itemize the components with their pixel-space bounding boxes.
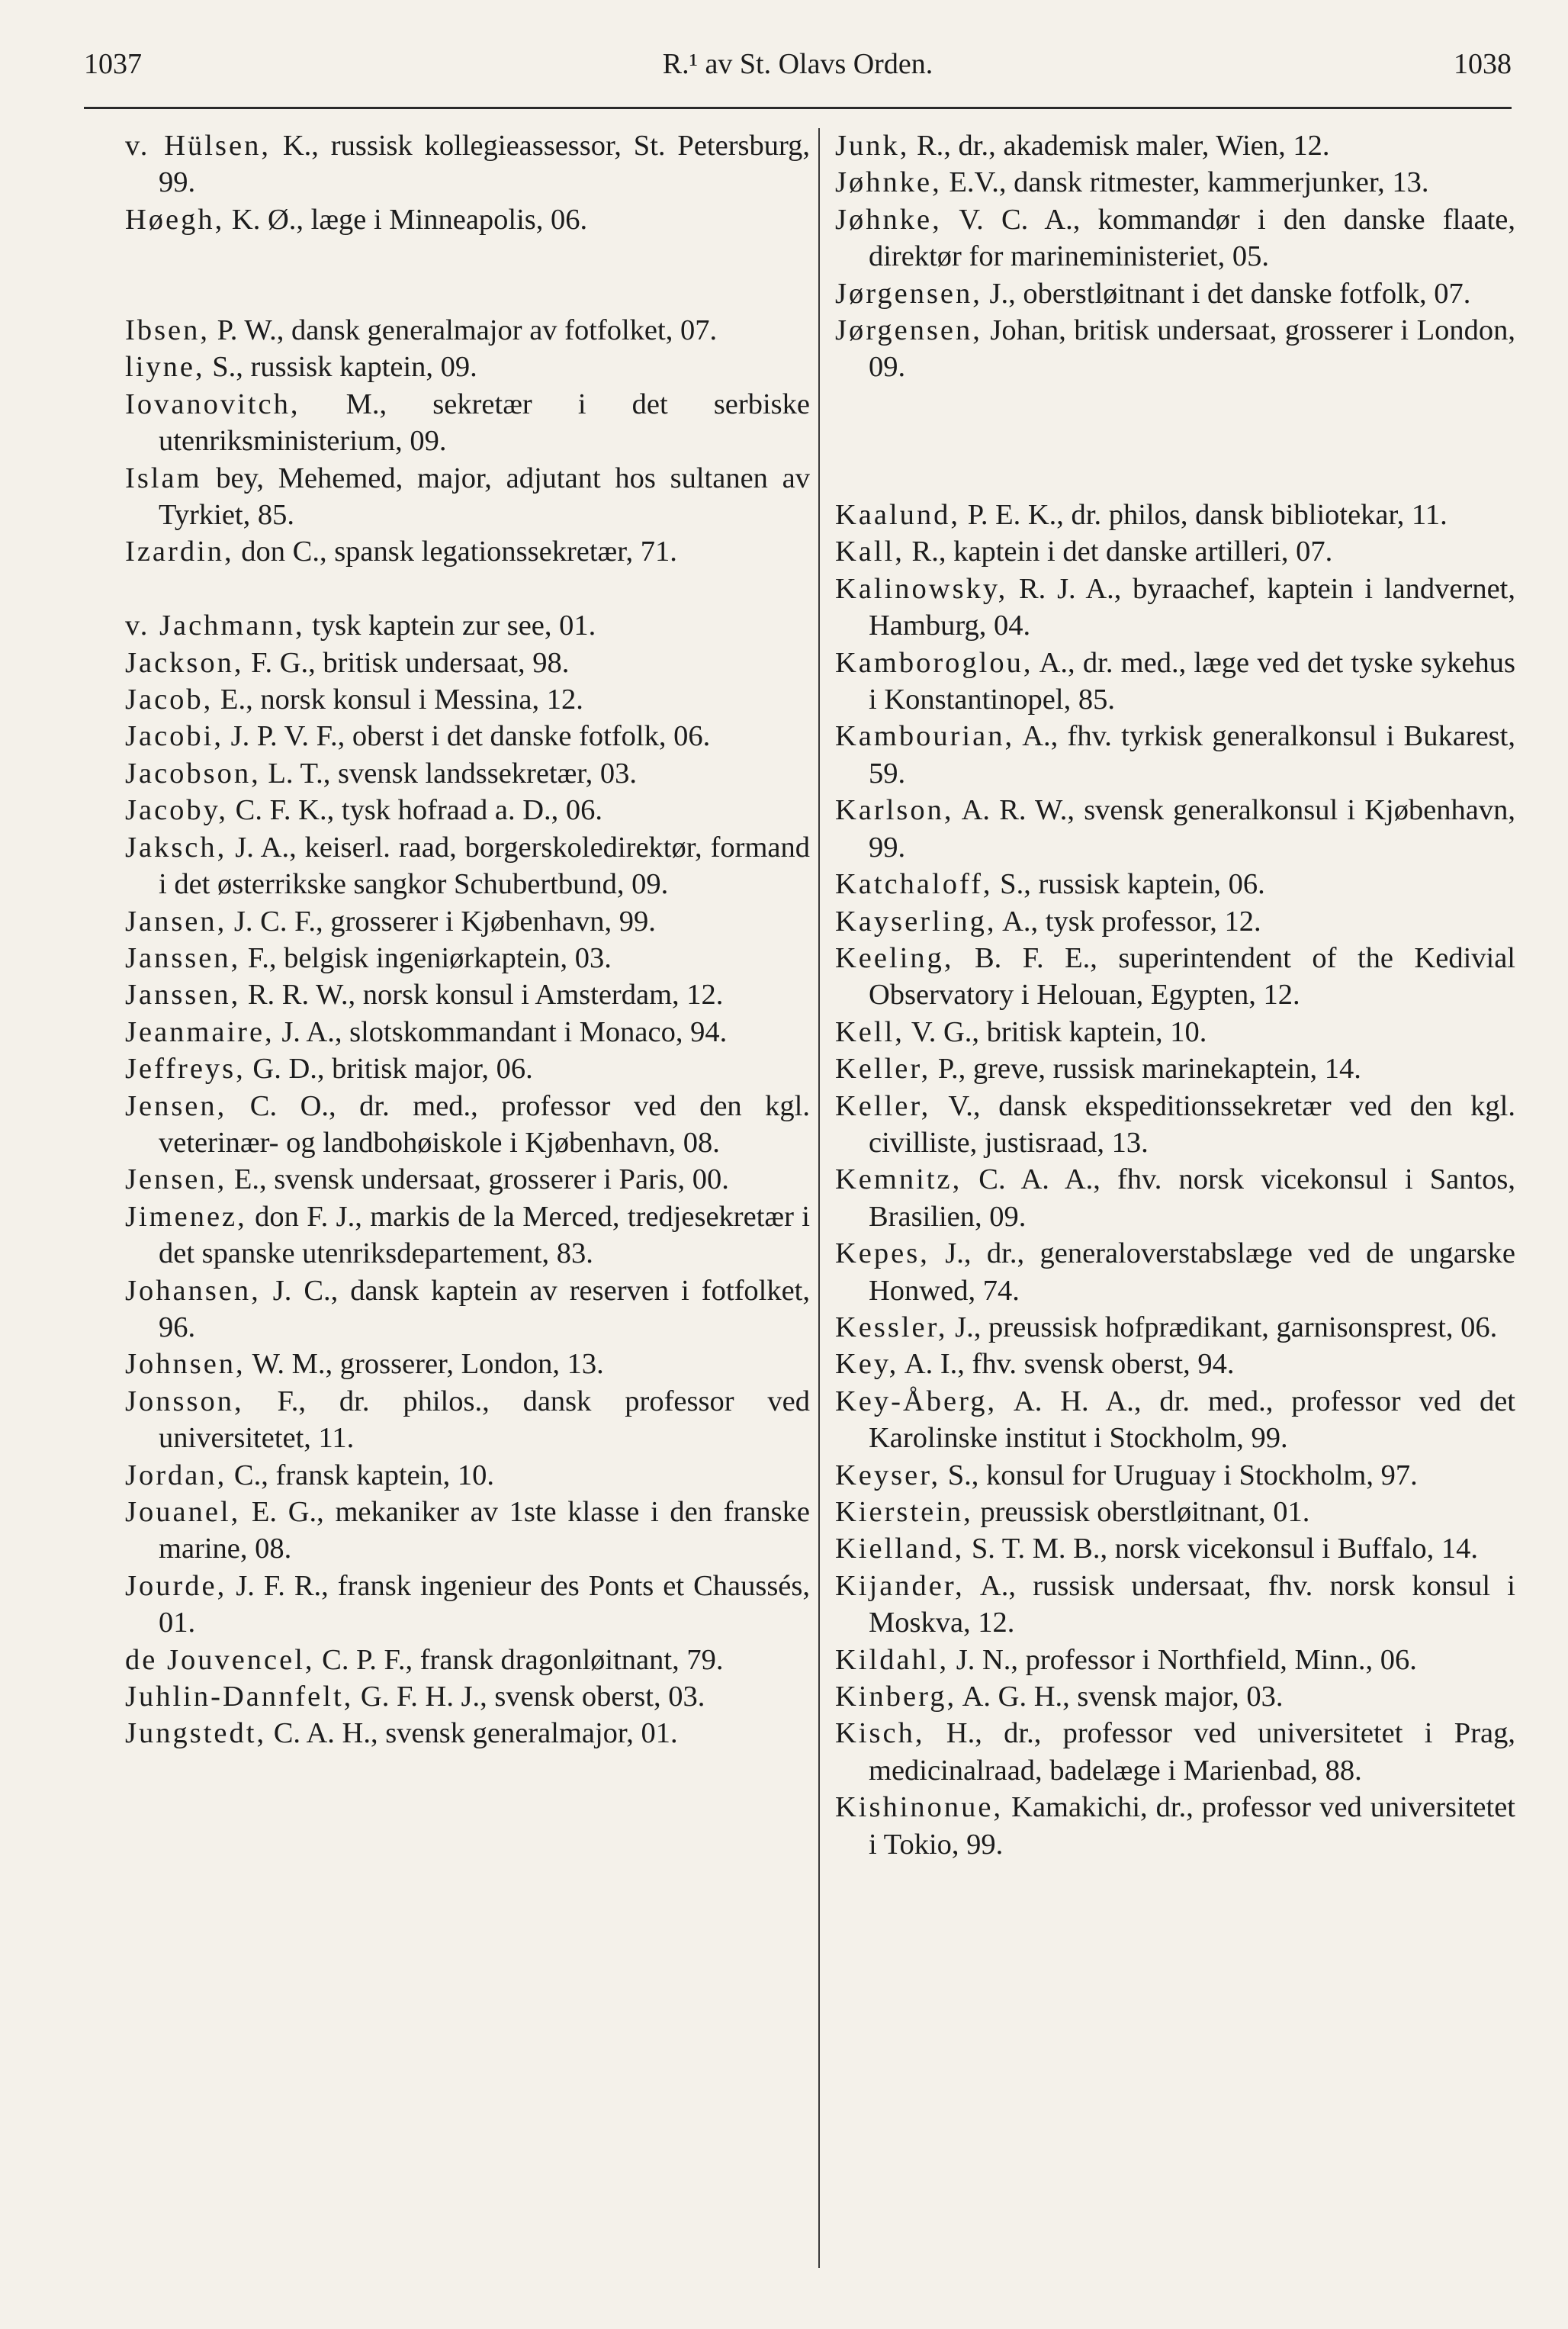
entry-details: E. G., mekaniker av 1ste klasse i den franske marine, 08.	[159, 1496, 810, 1565]
entry-name: Kamboroglou,	[835, 646, 1033, 679]
entry-details: C. A. A., fhv. norsk vicekonsul i Santos, Brasilien, 09.	[869, 1163, 1515, 1233]
register-entry	[125, 718, 810, 754]
register-entry	[835, 1014, 1515, 1050]
register-entry	[125, 533, 810, 570]
entry-name: Kemnitz,	[835, 1163, 962, 1196]
entry-details: J. P. V. F., oberst i det danske fotfolk, 06.	[223, 720, 711, 753]
register-entry	[125, 1088, 810, 1162]
entry-details: A. I., fhv. svensk oberst, 94.	[898, 1348, 1235, 1381]
entry-details: F. G., britisk undersaat, 98.	[243, 646, 570, 679]
entry-name: Keyser,	[835, 1459, 941, 1491]
register-entry	[835, 1642, 1515, 1678]
entry-details: A., russisk undersaat, fhv. norsk konsul i Moskva, 12.	[869, 1569, 1515, 1639]
register-entry	[835, 164, 1515, 201]
entry-details: F., dr. philos., dansk professor ved universitetet, 11.	[159, 1385, 810, 1455]
entry-name: Karlson,	[835, 794, 954, 827]
entry-name: Junk,	[835, 130, 910, 162]
entry-name: Kambourian,	[835, 720, 1015, 753]
register-entry	[125, 1198, 810, 1272]
entry-name: Jimenez,	[125, 1200, 247, 1233]
entry-details: J. C. F., grosserer i Kjøbenhavn, 99.	[227, 905, 656, 938]
register-entry	[835, 1568, 1515, 1642]
entry-details: don F. J., markis de la Merced, tredjesekretær i det spanske utenriksdepartement, 83.	[159, 1200, 810, 1270]
register-entry	[835, 571, 1515, 645]
entry-details: C. P. F., fransk dragonløitnant, 79.	[314, 1643, 724, 1676]
register-entry	[125, 1494, 810, 1568]
entry-name: Jansen,	[125, 905, 227, 938]
entry-details: J. A., keiserl. raad, borgerskoledirektør, formand i det østerrikske sangkor Schubertbund, 09.	[159, 831, 810, 901]
entry-details: J. A., slotskommandant i Monaco, 94.	[274, 1015, 728, 1048]
entry-details: R., kaptein i det danske artilleri, 07.	[904, 536, 1333, 568]
entry-details: S., russisk kaptein, 06.	[992, 868, 1265, 901]
entry-details: F., belgisk ingeniørkaptein, 03.	[240, 941, 612, 974]
register-entry	[125, 1678, 810, 1715]
register-entry	[835, 866, 1515, 902]
entry-name: Kisch,	[835, 1717, 925, 1750]
entry-details: C., fransk kaptein, 10.	[227, 1459, 494, 1491]
left-column	[125, 127, 810, 1752]
section-gap	[835, 386, 1515, 497]
register-entry	[125, 607, 810, 644]
entry-name: Janssen,	[125, 941, 241, 974]
entry-details: V., dansk ekspeditionssekretær ved den kgl. civilliste, justisraad, 13.	[869, 1089, 1515, 1159]
page-number-left: 1037	[84, 48, 142, 80]
entry-details: C. A. H., svensk generalmajor, 01.	[266, 1717, 678, 1750]
entry-name: Islam	[125, 462, 202, 494]
entry-name: Jaksch,	[125, 831, 227, 864]
register-entry	[125, 1161, 810, 1198]
page-header	[84, 47, 1512, 93]
register-entry	[835, 497, 1515, 533]
register-entry	[125, 1642, 810, 1678]
entry-name: Jensen,	[125, 1163, 227, 1196]
entry-name: Johansen,	[125, 1274, 261, 1307]
register-entry	[125, 1272, 810, 1346]
entry-name: Jørgensen,	[835, 277, 982, 310]
entry-details: J., oberstløitnant i det danske fotfolk, 07.	[982, 277, 1471, 310]
register-entry	[835, 1494, 1515, 1530]
entry-details: V. G., britisk kaptein, 10.	[904, 1015, 1207, 1048]
entry-details: C. O., dr. med., professor ved den kgl. veterinær- og landbohøiskole i Kjøbenhavn, 08.	[159, 1089, 810, 1159]
section-gap	[125, 571, 810, 607]
register-entry	[125, 1383, 810, 1457]
entry-details: bey, Mehemed, major, adjutant hos sultanen av Tyrkiet, 85.	[159, 462, 810, 532]
entry-details: Kamakichi, dr., professor ved universitetet i Tokio, 99.	[869, 1791, 1515, 1861]
register-entry	[835, 940, 1515, 1014]
register-entry	[125, 645, 810, 681]
entry-details: G. F. H. J., svensk oberst, 03.	[353, 1681, 705, 1713]
entry-details: J., dr., generaloverstabslæge ved de ungarske Honwed, 74.	[869, 1237, 1515, 1307]
register-entry	[125, 127, 810, 201]
entry-name: Keeling,	[835, 941, 954, 974]
entry-name: Johnsen,	[125, 1348, 246, 1381]
register-entry	[835, 1383, 1515, 1457]
entry-name: Jøhnke,	[835, 203, 942, 236]
register-entry	[835, 533, 1515, 570]
register-entry	[835, 275, 1515, 312]
entry-details: H., dr., professor ved universitetet i Prag, medicinalraad, badelæge i Marienbad, 88.	[869, 1717, 1515, 1787]
entry-name: Jørgensen,	[835, 314, 982, 347]
entry-details: S. T. M. B., norsk vicekonsul i Buffalo, 14.	[964, 1533, 1478, 1565]
entry-details: E., svensk undersaat, grosserer i Paris, 00.	[227, 1163, 729, 1196]
entry-name: Kildahl,	[835, 1643, 949, 1676]
entry-name: Keller,	[835, 1053, 931, 1086]
entry-name: Kaalund,	[835, 499, 961, 532]
entry-name: Kayserling,	[835, 905, 997, 938]
entry-details: A., dr. med., læge ved det tyske sykehus i Konstantinopel, 85.	[869, 646, 1515, 716]
entry-details: J. C., dansk kaptein av reserven i fotfolket, 96.	[159, 1274, 810, 1343]
entry-name: v. Hülsen,	[125, 130, 271, 162]
register-entry	[125, 940, 810, 976]
section-gap	[125, 238, 810, 312]
register-entry	[835, 1530, 1515, 1567]
entry-name: Kessler,	[835, 1311, 948, 1343]
register-entry	[125, 386, 810, 460]
register-entry	[125, 460, 810, 534]
entry-details: A. G. H., svensk major, 03.	[956, 1681, 1284, 1713]
entry-details: C. F. K., tysk hofraad a. D., 06.	[228, 794, 602, 827]
entry-name: Jacob,	[125, 684, 214, 716]
entry-name: Jensen,	[125, 1089, 227, 1122]
entry-details: P. E. K., dr. philos, dansk bibliotekar, 11.	[960, 499, 1448, 532]
entry-details: R. J. A., byraachef, kaptein i landvernet, Hamburg, 04.	[869, 572, 1515, 642]
register-entry	[125, 1568, 810, 1642]
entry-name: Kalinowsky,	[835, 572, 1008, 605]
register-entry	[835, 1161, 1515, 1235]
entry-name: Key,	[835, 1348, 899, 1381]
entry-name: Jungstedt,	[125, 1717, 267, 1750]
entry-name: Jonsson,	[125, 1385, 244, 1417]
entry-details: K., russisk kollegieassessor, St. Petersburg, 99.	[159, 130, 811, 199]
page-number-right: 1038	[1454, 48, 1512, 80]
entry-details: S., konsul for Uruguay i Stockholm, 97.	[940, 1459, 1418, 1491]
entry-details: A., tysk professor, 12.	[996, 905, 1261, 938]
entry-details: A. H. A., dr. med., professor ved det Karolinske institut i Stockholm, 99.	[869, 1385, 1515, 1455]
right-column	[835, 127, 1515, 1863]
entry-details: S., russisk kaptein, 09.	[204, 351, 477, 384]
entry-details: R., dr., akademisk maler, Wien, 12.	[909, 130, 1330, 162]
entry-details: B. F. E., superintendent of the Kedivial Observatory i Helouan, Egypten, 12.	[869, 941, 1515, 1012]
register-entry	[835, 792, 1515, 866]
register-entry	[835, 1457, 1515, 1494]
header-rule	[84, 107, 1512, 109]
register-entry	[835, 1309, 1515, 1346]
register-entry	[125, 792, 810, 828]
entry-name: liyne,	[125, 351, 205, 384]
register-entry	[835, 1678, 1515, 1715]
entry-name: Jacobi,	[125, 720, 223, 753]
entry-name: Izardin,	[125, 536, 234, 568]
register-entry	[125, 755, 810, 792]
register-entry	[835, 201, 1515, 275]
register-entry	[125, 976, 810, 1013]
entry-name: Jøhnke,	[835, 166, 942, 199]
entry-details: tysk kaptein zur see, 01.	[304, 610, 596, 642]
register-entry	[835, 903, 1515, 940]
entry-details: J. F. R., fransk ingenieur des Ponts et Chaussés, 01.	[159, 1569, 810, 1639]
entry-details: E., norsk konsul i Messina, 12.	[213, 684, 583, 716]
register-entry	[835, 718, 1515, 792]
entry-name: Kishinonue,	[835, 1791, 1004, 1824]
entry-details: P., greve, russisk marinekaptein, 14.	[930, 1053, 1361, 1086]
register-entry	[125, 1457, 810, 1494]
entry-name: Høegh,	[125, 203, 225, 236]
register-entry	[835, 645, 1515, 719]
register-entry	[125, 1346, 810, 1382]
entry-name: Jourde,	[125, 1569, 227, 1602]
entry-name: Jacoby,	[125, 794, 229, 827]
entry-name: Jeanmaire,	[125, 1015, 275, 1048]
entry-details: Johan, britisk undersaat, grosserer i London, 09.	[869, 314, 1515, 384]
register-entry	[835, 1789, 1515, 1863]
entry-details: V. C. A., kommandør i den danske flaate, direktør for marineministeriet, 05.	[869, 203, 1515, 273]
register-entry	[125, 201, 810, 238]
register-entry	[125, 1715, 810, 1752]
entry-details: J. N., professor i Northfield, Minn., 06.	[949, 1643, 1417, 1676]
entry-name: Juhlin-Dannfelt,	[125, 1681, 354, 1713]
entry-name: Kinberg,	[835, 1681, 957, 1713]
entry-details: P. W., dansk generalmajor av fotfolket, 07.	[210, 314, 718, 347]
register-entry	[125, 312, 810, 349]
entry-details: K. Ø., læge i Minneapolis, 06.	[224, 203, 588, 236]
running-title: R.¹ av St. Olavs Orden.	[662, 48, 933, 80]
entry-details: G. D., britisk major, 06.	[245, 1053, 533, 1086]
entry-name: Kell,	[835, 1015, 904, 1048]
register-entry	[125, 681, 810, 718]
register-entry	[125, 1050, 810, 1087]
register-entry	[125, 829, 810, 903]
entry-name: Key-Åberg,	[835, 1385, 998, 1417]
entry-name: Kepes,	[835, 1237, 930, 1270]
register-entry	[835, 1088, 1515, 1162]
entry-details: R. R. W., norsk konsul i Amsterdam, 12.	[240, 979, 724, 1012]
entry-details: L. T., svensk landssekretær, 03.	[260, 757, 637, 790]
entry-name: Kierstein,	[835, 1496, 973, 1528]
entry-name: Kielland,	[835, 1533, 965, 1565]
entry-name: v. Jachmann,	[125, 610, 305, 642]
entry-name: Jouanel,	[125, 1496, 241, 1528]
entry-details: A., fhv. tyrkisk generalkonsul i Bukarest, 59.	[869, 720, 1515, 790]
entry-name: de Jouvencel,	[125, 1643, 315, 1676]
entry-details: W. M., grosserer, London, 13.	[245, 1348, 604, 1381]
register-entry	[835, 1235, 1515, 1309]
entry-name: Katchaloff,	[835, 868, 993, 901]
entry-name: Jacobson,	[125, 757, 261, 790]
entry-name: Jeffreys,	[125, 1053, 246, 1086]
entry-name: Ibsen,	[125, 314, 210, 347]
entry-details: J., preussisk hofprædikant, garnisonsprest, 06.	[947, 1311, 1498, 1343]
entry-name: Iovanovitch,	[125, 388, 300, 420]
entry-name: Janssen,	[125, 979, 241, 1012]
register-entry	[125, 349, 810, 385]
entry-name: Kijander,	[835, 1569, 965, 1602]
entry-name: Kall,	[835, 536, 904, 568]
register-entry	[125, 1014, 810, 1050]
register-entry	[125, 903, 810, 940]
entry-name: Keller,	[835, 1089, 931, 1122]
entry-details: E.V., dansk ritmester, kammerjunker, 13.	[941, 166, 1429, 199]
register-entry	[835, 1346, 1515, 1382]
register-entry	[835, 127, 1515, 164]
column-divider	[818, 128, 820, 2268]
entry-details: preussisk oberstløitnant, 01.	[972, 1496, 1310, 1528]
register-entry	[835, 1715, 1515, 1789]
register-entry	[835, 312, 1515, 386]
entry-name: Jordan,	[125, 1459, 227, 1491]
entry-details: M., sekretær i det serbiske utenriksministerium, 09.	[159, 388, 810, 458]
register-entry	[835, 1050, 1515, 1087]
entry-details: don C., spansk legationssekretær, 71.	[233, 536, 677, 568]
entry-details: A. R. W., svensk generalkonsul i Kjøbenhavn, 99.	[869, 794, 1515, 864]
entry-name: Jackson,	[125, 646, 244, 679]
